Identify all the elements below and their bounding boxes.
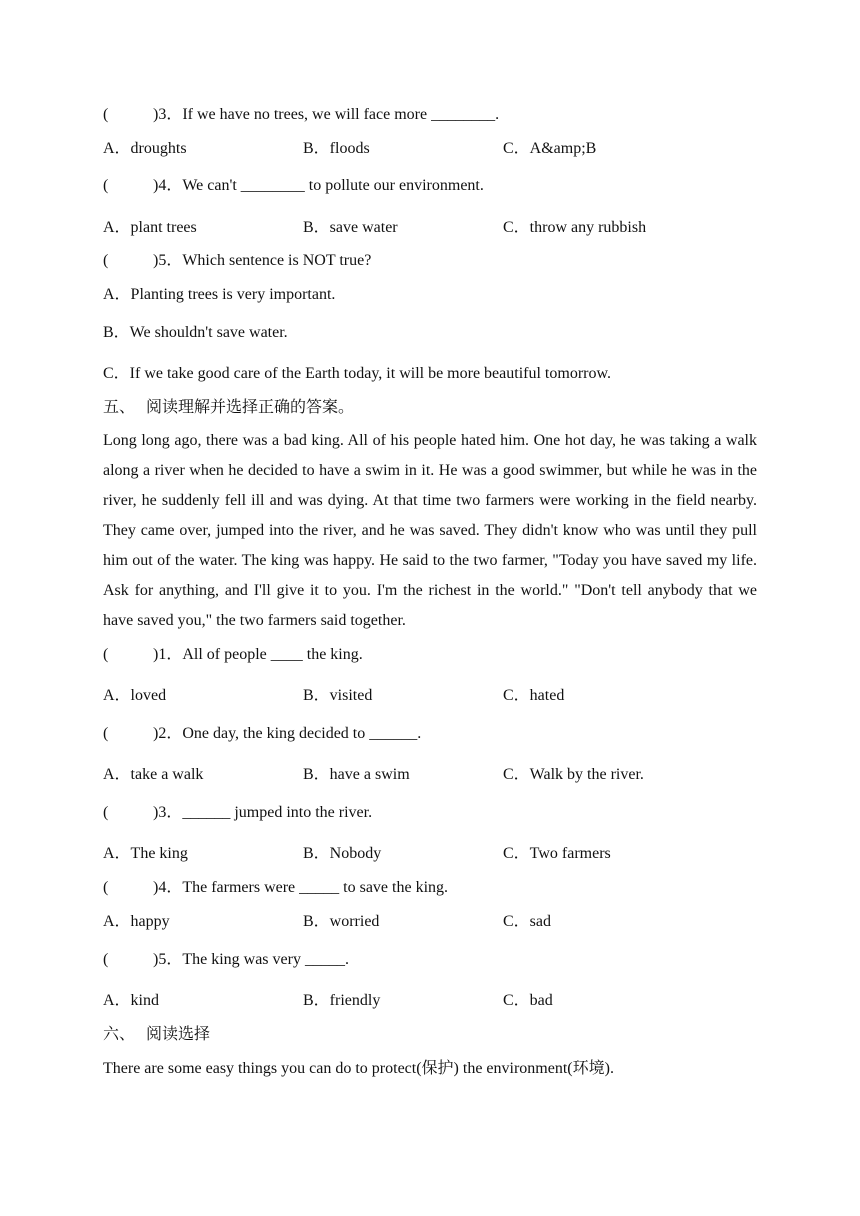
option-b[interactable]: B．Nobody: [303, 845, 382, 862]
section-number: 五、: [103, 399, 136, 416]
option-c[interactable]: C．sad: [503, 913, 552, 930]
options-5-5: [103, 991, 763, 1011]
section-number: 六、: [103, 1026, 136, 1043]
option-c[interactable]: C．If we take good care of the Earth today, it will be more beautiful tomorrow.: [103, 365, 611, 382]
answer-paren[interactable]: (: [103, 252, 109, 269]
answer-paren[interactable]: (: [103, 879, 109, 896]
options-5-1: [103, 686, 763, 706]
question-4-3: [103, 105, 499, 125]
options-4-3: [103, 139, 763, 159]
option-b[interactable]: B．We shouldn't save water.: [103, 324, 288, 341]
question-text: )4．The farmers were _____ to save the king.: [153, 879, 449, 896]
option-b[interactable]: B．worried: [303, 913, 380, 930]
option-a[interactable]: A．kind: [103, 992, 160, 1009]
answer-paren[interactable]: (: [103, 106, 109, 123]
answer-paren[interactable]: (: [103, 177, 109, 194]
option-b[interactable]: B．friendly: [303, 992, 381, 1009]
answer-paren[interactable]: (: [103, 951, 109, 968]
option-a[interactable]: A．droughts: [103, 140, 187, 157]
question-5-2: [103, 724, 421, 744]
section-title: 阅读理解并选择正确的答案。: [146, 399, 355, 416]
answer-paren[interactable]: (: [103, 804, 109, 821]
option-c[interactable]: C．bad: [503, 992, 553, 1009]
reading-passage: [103, 426, 757, 636]
question-5-4: [103, 878, 448, 898]
option-c[interactable]: C．Walk by the river.: [503, 766, 644, 783]
question-text: )2．One day, the king decided to ______.: [153, 725, 422, 742]
option-c[interactable]: C．Two farmers: [503, 845, 611, 862]
question-text: )5．Which sentence is NOT true?: [153, 252, 372, 269]
question-5-1: [103, 645, 363, 665]
option-a[interactable]: A．take a walk: [103, 766, 204, 783]
question-text: )4．We can't ________ to pollute our environment.: [153, 177, 484, 194]
section-6-heading: [103, 1025, 210, 1045]
answer-paren[interactable]: (: [103, 725, 109, 742]
section-5-heading: [103, 398, 354, 418]
question-text: )3．If we have no trees, we will face more ________.: [153, 106, 500, 123]
option-c[interactable]: C．throw any rubbish: [503, 219, 647, 236]
option-a[interactable]: A．loved: [103, 687, 167, 704]
question-text: )5．The king was very _____.: [153, 951, 349, 968]
option-b[interactable]: B．have a swim: [303, 766, 410, 783]
answer-paren[interactable]: (: [103, 646, 109, 663]
options-4-4: [103, 218, 763, 238]
section-title: 阅读选择: [146, 1026, 211, 1043]
option-c[interactable]: C．hated: [503, 687, 565, 704]
options-5-4: [103, 912, 763, 932]
option-a[interactable]: A．Planting trees is very important.: [103, 286, 336, 303]
question-5-3: [103, 803, 372, 823]
options-5-3: [103, 844, 763, 864]
question-text: )1．All of people ____ the king.: [153, 646, 363, 663]
option-c[interactable]: C．A&amp;B: [503, 140, 597, 157]
option-a[interactable]: A．happy: [103, 913, 170, 930]
question-text: )3．______ jumped into the river.: [153, 804, 373, 821]
option-b[interactable]: B．floods: [303, 140, 370, 157]
option-a[interactable]: A．The king: [103, 845, 188, 862]
question-4-5: [103, 251, 371, 271]
section-6-intro: There are some easy things you can do to protect(保护) the environment(环境).: [103, 1060, 614, 1077]
passage-text: Long long ago, there was a bad king. All of his people hated him. One hot day, he was taking a walk along a river when he decided to have a swim in it. He was a good swimmer, but while he was in the river, he suddenly fell ill and was dying. At that time two farmers were working in the field nearby. They came over, jumped into the river, and he was saved. They didn't know who was until they pull him out of the water. The king was happy. He said to the two farmer, "Today you have saved my life. Ask for anything, and I'll give it to you. I'm the richest in the world." "Don't tell anybody that we have saved you," the two farmers said together.: [103, 432, 757, 629]
option-b[interactable]: B．visited: [303, 687, 373, 704]
option-a[interactable]: A．plant trees: [103, 219, 197, 236]
question-5-5: [103, 950, 349, 970]
question-4-4: [103, 176, 484, 196]
option-b[interactable]: B．save water: [303, 219, 398, 236]
options-5-2: [103, 765, 763, 785]
